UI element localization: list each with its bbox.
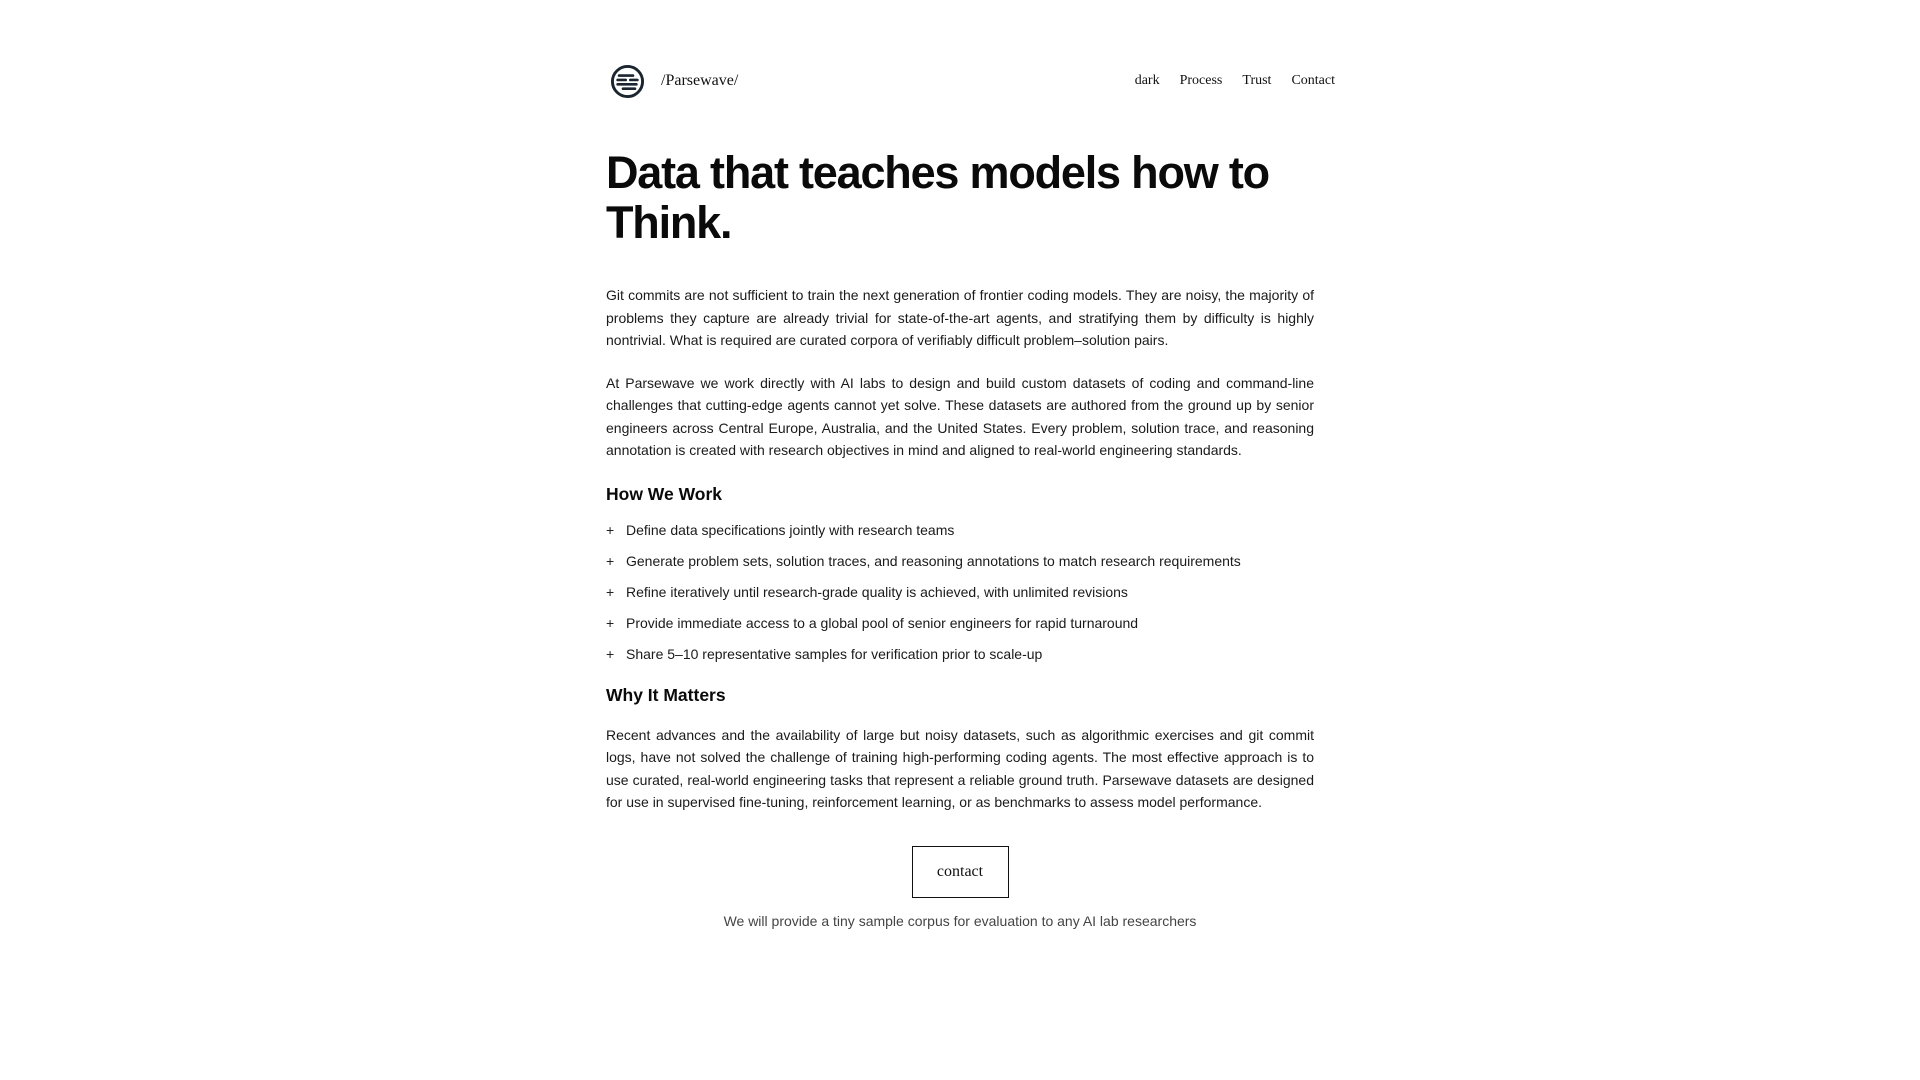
plus-icon: +	[606, 552, 615, 569]
list-item-text: Provide immediate access to a global pool of senior engineers for rapid turnaround	[626, 614, 1139, 631]
nav-contact[interactable]: Contact	[1291, 73, 1335, 88]
brand-name: /Parsewave/	[661, 72, 739, 89]
site-header	[606, 58, 1335, 104]
list-item-text: Generate problem sets, solution traces, and reasoning annotations to match research requirements	[626, 552, 1241, 569]
cta-section	[606, 846, 1314, 929]
list-item	[606, 552, 1314, 570]
cta-note: We will provide a tiny sample corpus for evaluation to any AI lab researchers	[723, 912, 1197, 929]
hero-title: Data that teaches models how to Think.	[606, 147, 1269, 248]
nav-trust[interactable]: Trust	[1242, 73, 1272, 88]
contact-button[interactable]: contact	[912, 846, 1009, 898]
plus-icon: +	[606, 521, 615, 538]
striped-circle-logo-icon	[610, 64, 645, 99]
why-it-matters-paragraph: Recent advances and the availability of large but noisy datasets, such as algorithmic exercises and git commit logs, have not solved the challenge of training high-performing coding agents. The most effective approach is to use curated, real-world engineering tasks that represent a reliable ground truth. Parsewave datasets are designed for use in supervised fine-tuning, reinforcement learning, or as benchmarks to assess model performance.	[606, 726, 1314, 810]
list-item-text: Share 5–10 representative samples for verification prior to scale-up	[626, 645, 1043, 662]
plus-icon: +	[606, 645, 615, 662]
nav-process[interactable]: Process	[1179, 73, 1223, 88]
list-item	[606, 521, 1314, 539]
how-we-work-heading: How We Work	[606, 483, 723, 504]
plus-icon: +	[606, 614, 615, 631]
list-item	[606, 645, 1314, 663]
why-it-matters-heading: Why It Matters	[606, 684, 726, 705]
intro-paragraph-2: At Parsewave we work directly with AI labs to design and build custom datasets of coding and command-line challenges that cutting-edge agents cannot yet solve. These datasets are authored from the ground up by senior engineers across Central Europe, Australia, and the United States. Every problem, solution trace, and reasoning annotation is created with research objectives in mind and aligned to real-world engineering standards.	[606, 374, 1314, 458]
list-item	[606, 583, 1314, 601]
brand-home-link[interactable]	[606, 64, 738, 99]
list-item	[606, 614, 1314, 632]
intro-paragraph-1: Git commits are not sufficient to train the next generation of frontier coding models. They are noisy, the majority of problems they capture are already trivial for state-of-the-art agents, and stratifying them by difficulty is highly nontrivial. What is required are curated corpora of verifiably difficult problem–solution pairs.	[606, 287, 1314, 348]
how-we-work-list	[606, 521, 1314, 663]
nav-dark-toggle[interactable]: dark	[1134, 73, 1160, 88]
list-item-text: Refine iteratively until research-grade quality is achieved, with unlimited revisions	[626, 583, 1128, 600]
main-nav	[1135, 73, 1335, 89]
plus-icon: +	[606, 583, 615, 600]
main-content	[606, 148, 1314, 929]
list-item-text: Define data specifications jointly with research teams	[626, 521, 955, 538]
